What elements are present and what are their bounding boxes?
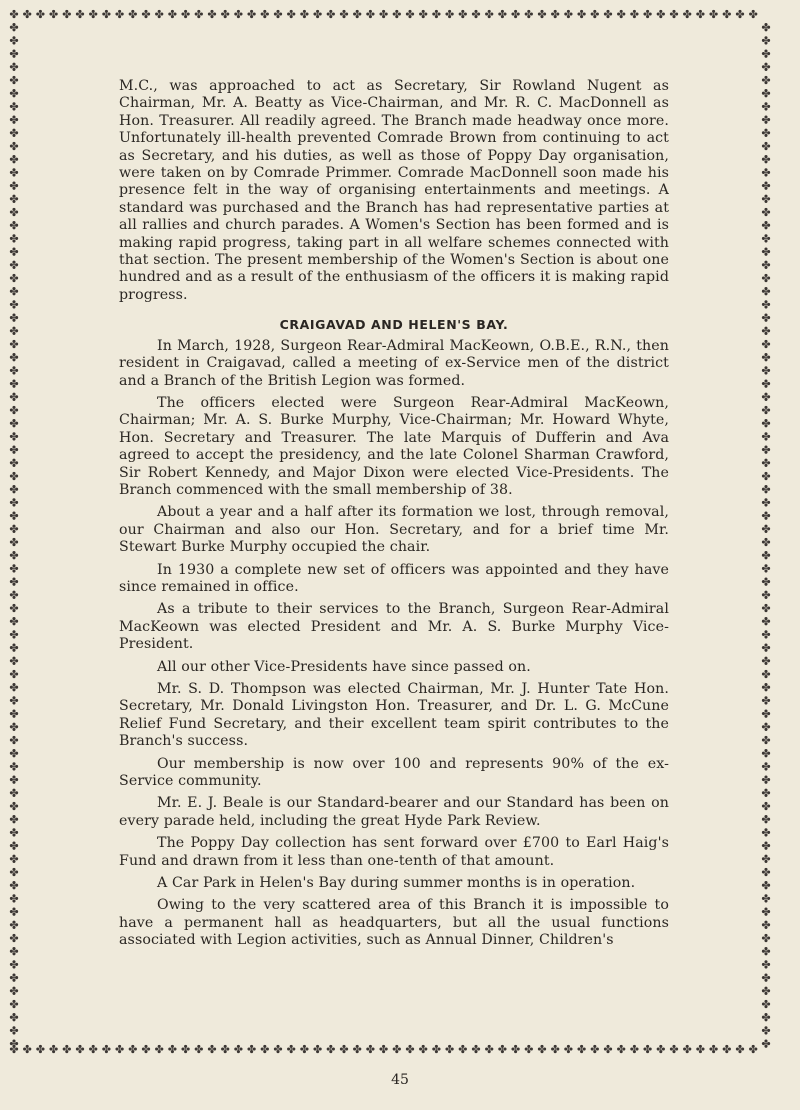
four-petal-diamond-icon [10, 617, 18, 625]
four-petal-diamond-icon [762, 472, 770, 480]
four-petal-diamond-icon [762, 538, 770, 546]
four-petal-diamond-icon [300, 10, 308, 18]
four-petal-diamond-icon [366, 10, 374, 18]
four-petal-diamond-icon [10, 947, 18, 955]
four-petal-diamond-icon [762, 591, 770, 599]
paragraph: The Poppy Day collection has sent forward over £700 to Earl Haig's Fund and drawn from it less than one-tenth of that amount. [119, 835, 669, 869]
four-petal-diamond-icon [10, 538, 18, 546]
four-petal-diamond-icon [762, 511, 770, 519]
four-petal-diamond-icon [432, 1045, 440, 1053]
four-petal-diamond-icon [10, 723, 18, 731]
four-petal-diamond-icon [762, 802, 770, 810]
four-petal-diamond-icon [762, 855, 770, 863]
four-petal-diamond-icon [10, 1026, 18, 1034]
four-petal-diamond-icon [10, 406, 18, 414]
paragraph: As a tribute to their services to the Branch, Surgeon Rear-Admiral MacKeown was elected President and Mr. A. S. Burke Murphy Vice-President. [119, 601, 669, 653]
four-petal-diamond-icon [762, 1000, 770, 1008]
four-petal-diamond-icon [10, 366, 18, 374]
four-petal-diamond-icon [10, 670, 18, 678]
four-petal-diamond-icon [300, 1045, 308, 1053]
four-petal-diamond-icon [129, 1045, 137, 1053]
four-petal-diamond-icon [762, 366, 770, 374]
four-petal-diamond-icon [723, 10, 731, 18]
four-petal-diamond-icon [10, 591, 18, 599]
four-petal-diamond-icon [762, 617, 770, 625]
four-petal-diamond-icon [10, 894, 18, 902]
four-petal-diamond-icon [195, 1045, 203, 1053]
four-petal-diamond-icon [762, 894, 770, 902]
paragraph: In 1930 a complete new set of officers was appointed and they have since remained in office. [119, 561, 669, 595]
four-petal-diamond-icon [10, 564, 18, 572]
four-petal-diamond-icon [762, 670, 770, 678]
four-petal-diamond-icon [115, 1045, 123, 1053]
four-petal-diamond-icon [657, 10, 665, 18]
four-petal-diamond-icon [274, 1045, 282, 1053]
four-petal-diamond-icon [10, 749, 18, 757]
four-petal-diamond-icon [10, 195, 18, 203]
four-petal-diamond-icon [762, 23, 770, 31]
four-petal-diamond-icon [10, 855, 18, 863]
four-petal-diamond-icon [261, 10, 269, 18]
four-petal-diamond-icon [762, 921, 770, 929]
four-petal-diamond-icon [247, 1045, 255, 1053]
four-petal-diamond-icon [762, 63, 770, 71]
four-petal-diamond-icon [762, 115, 770, 123]
four-petal-diamond-icon [274, 10, 282, 18]
four-petal-diamond-icon [49, 1045, 57, 1053]
four-petal-diamond-icon [10, 459, 18, 467]
four-petal-diamond-icon [181, 1045, 189, 1053]
four-petal-diamond-icon [736, 10, 744, 18]
four-petal-diamond-icon [10, 736, 18, 744]
four-petal-diamond-icon [762, 960, 770, 968]
four-petal-diamond-icon [511, 1045, 519, 1053]
four-petal-diamond-icon [10, 815, 18, 823]
four-petal-diamond-icon [762, 868, 770, 876]
four-petal-diamond-icon [247, 10, 255, 18]
four-petal-diamond-icon [762, 1013, 770, 1021]
four-petal-diamond-icon [10, 23, 18, 31]
four-petal-diamond-icon [10, 432, 18, 440]
four-petal-diamond-icon [762, 828, 770, 836]
section-heading: CRAIGAVAD AND HELEN'S BAY. [279, 317, 509, 333]
four-petal-diamond-icon [10, 934, 18, 942]
four-petal-diamond-icon [617, 1045, 625, 1053]
four-petal-diamond-icon [102, 10, 110, 18]
four-petal-diamond-icon [683, 1045, 691, 1053]
four-petal-diamond-icon [459, 10, 467, 18]
four-petal-diamond-icon [287, 1045, 295, 1053]
paragraph-continued: M.C., was approached to act as Secretary, Sir Rowland Nugent as Chairman, Mr. A. Beatty as Vice-Chairman, and Mr. R. C. MacDonnell as Hon. Treasurer. All readily agreed. The Branch made headway once more. Unfortunately ill-health prevented Comrade Brown from continuing to act as Secretary, and his duties, as well as those of Poppy Day organisation, were taken on by Comrade Primmer. Comrade MacDonnell soon made his presence felt in the way of organising entertainments and meetings. A standard was purchased and the Branch has had representative parties at all rallies and church parades. A Women's Section has been formed and is making rapid progress, taking part in all welfare schemes connected with that section. The present membership of the Women's Section is about one hundred and as a result of the enthusiasm of the officers it is making rapid progress. [119, 78, 669, 303]
four-petal-diamond-icon [762, 208, 770, 216]
four-petal-diamond-icon [221, 1045, 229, 1053]
four-petal-diamond-icon [76, 10, 84, 18]
four-petal-diamond-icon [10, 1039, 18, 1047]
four-petal-diamond-icon [340, 10, 348, 18]
four-petal-diamond-icon [366, 1045, 374, 1053]
four-petal-diamond-icon [10, 881, 18, 889]
four-petal-diamond-icon [445, 1045, 453, 1053]
four-petal-diamond-icon [10, 393, 18, 401]
four-petal-diamond-icon [379, 1045, 387, 1053]
four-petal-diamond-icon [762, 551, 770, 559]
four-petal-diamond-icon [670, 1045, 678, 1053]
four-petal-diamond-icon [419, 10, 427, 18]
four-petal-diamond-icon [10, 445, 18, 453]
four-petal-diamond-icon [472, 10, 480, 18]
four-petal-diamond-icon [762, 630, 770, 638]
four-petal-diamond-icon [10, 234, 18, 242]
four-petal-diamond-icon [762, 841, 770, 849]
four-petal-diamond-icon [10, 868, 18, 876]
four-petal-diamond-icon [762, 340, 770, 348]
four-petal-diamond-icon [10, 525, 18, 533]
four-petal-diamond-icon [221, 10, 229, 18]
four-petal-diamond-icon [10, 36, 18, 44]
paragraph: In March, 1928, Surgeon Rear-Admiral MacKeown, O.B.E., R.N., then resident in Craigavad, called a meeting of ex-Service men of the district and a Branch of the British Legion was formed. [119, 337, 669, 389]
four-petal-diamond-icon [10, 789, 18, 797]
four-petal-diamond-icon [10, 419, 18, 427]
four-petal-diamond-icon [10, 313, 18, 321]
four-petal-diamond-icon [762, 313, 770, 321]
four-petal-diamond-icon [762, 287, 770, 295]
four-petal-diamond-icon [762, 181, 770, 189]
four-petal-diamond-icon [762, 749, 770, 757]
four-petal-diamond-icon [696, 1045, 704, 1053]
four-petal-diamond-icon [683, 10, 691, 18]
four-petal-diamond-icon [10, 828, 18, 836]
four-petal-diamond-icon [10, 485, 18, 493]
four-petal-diamond-icon [10, 921, 18, 929]
four-petal-diamond-icon [313, 1045, 321, 1053]
four-petal-diamond-icon [10, 102, 18, 110]
four-petal-diamond-icon [10, 76, 18, 84]
four-petal-diamond-icon [643, 10, 651, 18]
four-petal-diamond-icon [89, 10, 97, 18]
paragraph: Mr. S. D. Thompson was elected Chairman, Mr. J. Hunter Tate Hon. Secretary, Mr. Donald Livingston Hon. Treasurer, and Dr. L. G. McCune Relief Fund Secretary, and their excellent team spirit contributes to the Branch's success. [119, 681, 669, 750]
four-petal-diamond-icon [195, 10, 203, 18]
four-petal-diamond-icon [762, 881, 770, 889]
four-petal-diamond-icon [181, 10, 189, 18]
four-petal-diamond-icon [762, 155, 770, 163]
four-petal-diamond-icon [762, 327, 770, 335]
four-petal-diamond-icon [10, 802, 18, 810]
four-petal-diamond-icon [10, 327, 18, 335]
four-petal-diamond-icon [762, 762, 770, 770]
four-petal-diamond-icon [762, 485, 770, 493]
four-petal-diamond-icon [10, 287, 18, 295]
four-petal-diamond-icon [10, 551, 18, 559]
four-petal-diamond-icon [10, 987, 18, 995]
four-petal-diamond-icon [762, 696, 770, 704]
four-petal-diamond-icon [762, 683, 770, 691]
four-petal-diamond-icon [762, 379, 770, 387]
four-petal-diamond-icon [762, 723, 770, 731]
four-petal-diamond-icon [102, 1045, 110, 1053]
four-petal-diamond-icon [670, 10, 678, 18]
four-petal-diamond-icon [762, 406, 770, 414]
four-petal-diamond-icon [657, 1045, 665, 1053]
four-petal-diamond-icon [762, 709, 770, 717]
four-petal-diamond-icon [10, 1000, 18, 1008]
four-petal-diamond-icon [76, 1045, 84, 1053]
four-petal-diamond-icon [762, 736, 770, 744]
paragraph: Mr. E. J. Beale is our Standard-bearer and our Standard has been on every parade held, including the great Hyde Park Review. [119, 795, 669, 829]
four-petal-diamond-icon [10, 498, 18, 506]
paragraph: All our other Vice-Presidents have since passed on. [157, 658, 531, 675]
four-petal-diamond-icon [10, 775, 18, 783]
four-petal-diamond-icon [10, 181, 18, 189]
four-petal-diamond-icon [353, 1045, 361, 1053]
four-petal-diamond-icon [168, 1045, 176, 1053]
four-petal-diamond-icon [485, 10, 493, 18]
four-petal-diamond-icon [379, 10, 387, 18]
four-petal-diamond-icon [762, 604, 770, 612]
four-petal-diamond-icon [762, 142, 770, 150]
four-petal-diamond-icon [10, 907, 18, 915]
four-petal-diamond-icon [261, 1045, 269, 1053]
four-petal-diamond-icon [604, 10, 612, 18]
paragraph: Owing to the very scattered area of this Branch it is impossible to have a permanent hall as headquarters, but all the usual functions associated with Legion activities, such as Annual Dinner, Children's [119, 897, 669, 949]
four-petal-diamond-icon [762, 498, 770, 506]
four-petal-diamond-icon [525, 1045, 533, 1053]
four-petal-diamond-icon [762, 973, 770, 981]
four-petal-diamond-icon [49, 10, 57, 18]
four-petal-diamond-icon [10, 300, 18, 308]
four-petal-diamond-icon [340, 1045, 348, 1053]
four-petal-diamond-icon [10, 762, 18, 770]
four-petal-diamond-icon [63, 1045, 71, 1053]
four-petal-diamond-icon [10, 379, 18, 387]
four-petal-diamond-icon [10, 89, 18, 97]
four-petal-diamond-icon [762, 353, 770, 361]
four-petal-diamond-icon [762, 907, 770, 915]
four-petal-diamond-icon [577, 10, 585, 18]
four-petal-diamond-icon [762, 89, 770, 97]
paragraph: A Car Park in Helen's Bay during summer months is in operation. [157, 875, 636, 892]
four-petal-diamond-icon [498, 1045, 506, 1053]
four-petal-diamond-icon [617, 10, 625, 18]
four-petal-diamond-icon [168, 10, 176, 18]
four-petal-diamond-icon [327, 1045, 335, 1053]
four-petal-diamond-icon [10, 115, 18, 123]
four-petal-diamond-icon [393, 10, 401, 18]
four-petal-diamond-icon [762, 49, 770, 57]
four-petal-diamond-icon [10, 683, 18, 691]
four-petal-diamond-icon [155, 1045, 163, 1053]
four-petal-diamond-icon [89, 1045, 97, 1053]
four-petal-diamond-icon [10, 604, 18, 612]
four-petal-diamond-icon [762, 432, 770, 440]
four-petal-diamond-icon [762, 393, 770, 401]
paragraph: About a year and a half after its formation we lost, through removal, our Chairman and also our Hon. Secretary, and for a brief time Mr. Stewart Burke Murphy occupied the chair. [119, 504, 669, 556]
four-petal-diamond-icon [762, 76, 770, 84]
four-petal-diamond-icon [696, 10, 704, 18]
four-petal-diamond-icon [10, 630, 18, 638]
four-petal-diamond-icon [709, 10, 717, 18]
four-petal-diamond-icon [762, 129, 770, 137]
four-petal-diamond-icon [23, 10, 31, 18]
four-petal-diamond-icon [36, 10, 44, 18]
four-petal-diamond-icon [551, 1045, 559, 1053]
four-petal-diamond-icon [10, 261, 18, 269]
four-petal-diamond-icon [234, 10, 242, 18]
four-petal-diamond-icon [762, 987, 770, 995]
four-petal-diamond-icon [393, 1045, 401, 1053]
four-petal-diamond-icon [538, 1045, 546, 1053]
four-petal-diamond-icon [749, 1045, 757, 1053]
four-petal-diamond-icon [604, 1045, 612, 1053]
four-petal-diamond-icon [287, 10, 295, 18]
four-petal-diamond-icon [762, 934, 770, 942]
four-petal-diamond-icon [762, 1026, 770, 1034]
four-petal-diamond-icon [10, 63, 18, 71]
four-petal-diamond-icon [762, 947, 770, 955]
four-petal-diamond-icon [63, 10, 71, 18]
four-petal-diamond-icon [10, 10, 18, 18]
four-petal-diamond-icon [762, 459, 770, 467]
four-petal-diamond-icon [10, 142, 18, 150]
four-petal-diamond-icon [538, 10, 546, 18]
four-petal-diamond-icon [406, 1045, 414, 1053]
four-petal-diamond-icon [23, 1045, 31, 1053]
four-petal-diamond-icon [142, 10, 150, 18]
four-petal-diamond-icon [762, 775, 770, 783]
four-petal-diamond-icon [736, 1045, 744, 1053]
four-petal-diamond-icon [762, 195, 770, 203]
four-petal-diamond-icon [432, 10, 440, 18]
four-petal-diamond-icon [762, 1039, 770, 1047]
four-petal-diamond-icon [551, 10, 559, 18]
four-petal-diamond-icon [10, 472, 18, 480]
paragraph: The officers elected were Surgeon Rear-Admiral MacKeown, Chairman; Mr. A. S. Burke Murphy, Vice-Chairman; Mr. Howard Whyte, Hon. Secretary and Treasurer. The late Marquis of Dufferin and Ava agreed to accept the presidency, and the late Colonel Sharman Crawford, Sir Robert Kennedy, and Major Dixon were elected Vice-Presidents. The Branch commenced with the small membership of 38. [119, 394, 669, 498]
four-petal-diamond-icon [472, 1045, 480, 1053]
four-petal-diamond-icon [630, 1045, 638, 1053]
four-petal-diamond-icon [762, 102, 770, 110]
four-petal-diamond-icon [762, 36, 770, 44]
four-petal-diamond-icon [591, 1045, 599, 1053]
four-petal-diamond-icon [129, 10, 137, 18]
four-petal-diamond-icon [10, 1013, 18, 1021]
four-petal-diamond-icon [10, 168, 18, 176]
four-petal-diamond-icon [234, 1045, 242, 1053]
four-petal-diamond-icon [762, 564, 770, 572]
four-petal-diamond-icon [10, 221, 18, 229]
four-petal-diamond-icon [762, 657, 770, 665]
four-petal-diamond-icon [10, 973, 18, 981]
four-petal-diamond-icon [10, 577, 18, 585]
four-petal-diamond-icon [643, 1045, 651, 1053]
four-petal-diamond-icon [10, 841, 18, 849]
four-petal-diamond-icon [762, 168, 770, 176]
four-petal-diamond-icon [10, 643, 18, 651]
four-petal-diamond-icon [142, 1045, 150, 1053]
four-petal-diamond-icon [313, 10, 321, 18]
four-petal-diamond-icon [762, 419, 770, 427]
four-petal-diamond-icon [591, 10, 599, 18]
paragraph: Our membership is now over 100 and represents 90% of the ex-Service community. [119, 755, 669, 790]
four-petal-diamond-icon [208, 1045, 216, 1053]
four-petal-diamond-icon [10, 709, 18, 717]
four-petal-diamond-icon [10, 49, 18, 57]
body-text [119, 78, 669, 950]
four-petal-diamond-icon [10, 657, 18, 665]
four-petal-diamond-icon [10, 274, 18, 282]
four-petal-diamond-icon [762, 789, 770, 797]
four-petal-diamond-icon [10, 511, 18, 519]
four-petal-diamond-icon [406, 10, 414, 18]
four-petal-diamond-icon [564, 1045, 572, 1053]
four-petal-diamond-icon [762, 234, 770, 242]
four-petal-diamond-icon [10, 155, 18, 163]
four-petal-diamond-icon [115, 10, 123, 18]
four-petal-diamond-icon [564, 10, 572, 18]
four-petal-diamond-icon [155, 10, 163, 18]
four-petal-diamond-icon [762, 643, 770, 651]
four-petal-diamond-icon [485, 1045, 493, 1053]
four-petal-diamond-icon [630, 10, 638, 18]
four-petal-diamond-icon [762, 247, 770, 255]
four-petal-diamond-icon [511, 10, 519, 18]
four-petal-diamond-icon [36, 1045, 44, 1053]
four-petal-diamond-icon [208, 10, 216, 18]
four-petal-diamond-icon [762, 274, 770, 282]
four-petal-diamond-icon [459, 1045, 467, 1053]
four-petal-diamond-icon [762, 300, 770, 308]
four-petal-diamond-icon [762, 261, 770, 269]
four-petal-diamond-icon [10, 340, 18, 348]
four-petal-diamond-icon [762, 815, 770, 823]
four-petal-diamond-icon [419, 1045, 427, 1053]
four-petal-diamond-icon [762, 445, 770, 453]
four-petal-diamond-icon [10, 129, 18, 137]
four-petal-diamond-icon [353, 10, 361, 18]
four-petal-diamond-icon [10, 353, 18, 361]
four-petal-diamond-icon [762, 221, 770, 229]
four-petal-diamond-icon [525, 10, 533, 18]
four-petal-diamond-icon [445, 10, 453, 18]
four-petal-diamond-icon [10, 247, 18, 255]
page-number: 45 [391, 1072, 409, 1088]
four-petal-diamond-icon [498, 10, 506, 18]
four-petal-diamond-icon [327, 10, 335, 18]
four-petal-diamond-icon [10, 208, 18, 216]
four-petal-diamond-icon [723, 1045, 731, 1053]
four-petal-diamond-icon [577, 1045, 585, 1053]
four-petal-diamond-icon [10, 960, 18, 968]
four-petal-diamond-icon [709, 1045, 717, 1053]
four-petal-diamond-icon [762, 525, 770, 533]
four-petal-diamond-icon [749, 10, 757, 18]
four-petal-diamond-icon [10, 696, 18, 704]
four-petal-diamond-icon [762, 577, 770, 585]
